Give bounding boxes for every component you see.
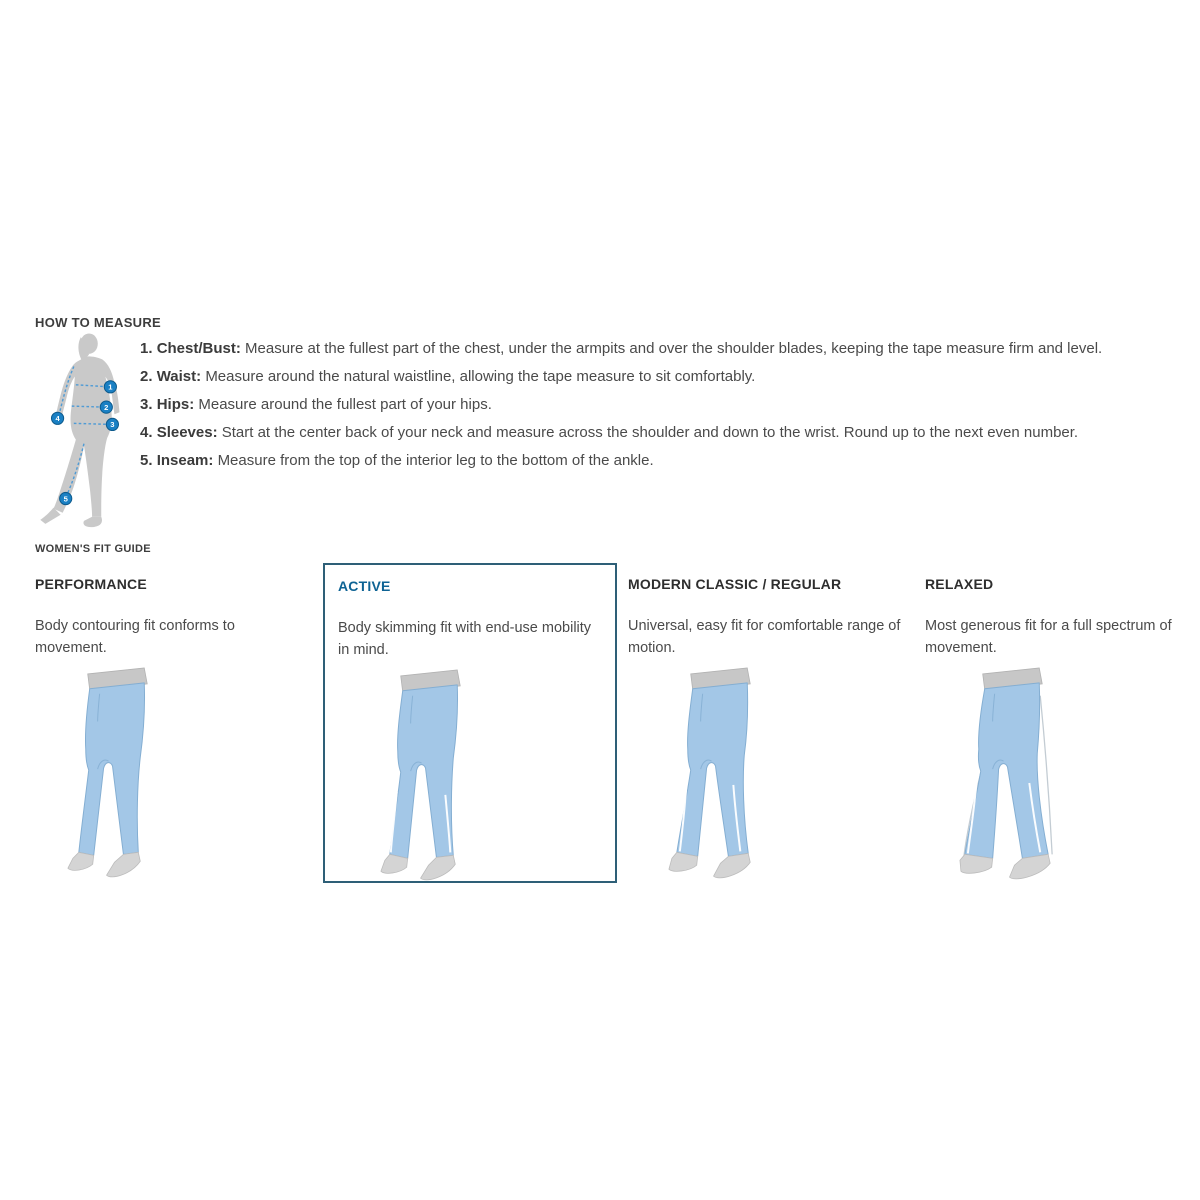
fit-option-performance[interactable]: [35, 576, 273, 894]
fit-option-description: Universal, easy fit for comfortable range of motion.: [628, 618, 901, 656]
svg-text:4: 4: [55, 414, 60, 424]
measure-step-5: 5. Inseam: Measure from the top of the interior leg to the bottom of the ankle.: [140, 452, 654, 469]
woman-silhouette: [40, 334, 119, 528]
fit-option-description: Body contouring fit conforms to movement.: [35, 618, 235, 656]
marker-sleeves: [51, 412, 63, 424]
fit-option-description: Body skimming fit with end-use mobility in mind.: [338, 620, 592, 658]
fit-option-title: ACTIVE: [338, 578, 391, 594]
svg-text:3: 3: [110, 420, 115, 430]
leggings-illustration-performance: [25, 666, 205, 894]
leggings-illustration-relaxed: [915, 666, 1105, 894]
leggings-illustration-modern-classic: [628, 666, 808, 894]
fit-option-active[interactable]: [323, 563, 617, 883]
measure-step-2: 2. Waist: Measure around the natural waistline, allowing the tape measure to sit comfortably.: [140, 368, 756, 385]
measure-step-3: 3. Hips: Measure around the fullest part of your hips.: [140, 396, 492, 413]
measure-step-1: 1. Chest/Bust: Measure at the fullest part of the chest, under the armpits and over the shoulder blades, keeping the tape measure firm and level.: [140, 340, 1103, 357]
how-to-measure-heading: HOW TO MEASURE: [35, 315, 162, 330]
marker-chest: [104, 381, 116, 393]
measure-steps-list: [140, 341, 1150, 481]
marker-inseam: [60, 492, 72, 504]
fit-option-modern-classic[interactable]: [628, 576, 918, 894]
measurement-figure-illustration: [34, 332, 138, 530]
fit-option-description: Most generous fit for a full spectrum of movement.: [925, 618, 1172, 656]
fit-guide-heading: WOMEN'S FIT GUIDE: [35, 543, 151, 555]
leggings-illustration-active: [338, 668, 518, 896]
fit-option-title: MODERN CLASSIC / REGULAR: [628, 576, 842, 592]
svg-text:1: 1: [108, 382, 113, 392]
svg-text:5: 5: [63, 494, 68, 504]
fit-option-title: PERFORMANCE: [35, 576, 147, 592]
marker-waist: [100, 401, 112, 413]
fit-option-title: RELAXED: [925, 576, 994, 592]
svg-text:2: 2: [104, 402, 109, 412]
measure-step-4: 4. Sleeves: Start at the center back of your neck and measure across the shoulder and down to the wrist. Round up to the next even number.: [140, 424, 1079, 441]
marker-hips: [106, 418, 118, 430]
fit-option-relaxed[interactable]: [925, 576, 1189, 894]
